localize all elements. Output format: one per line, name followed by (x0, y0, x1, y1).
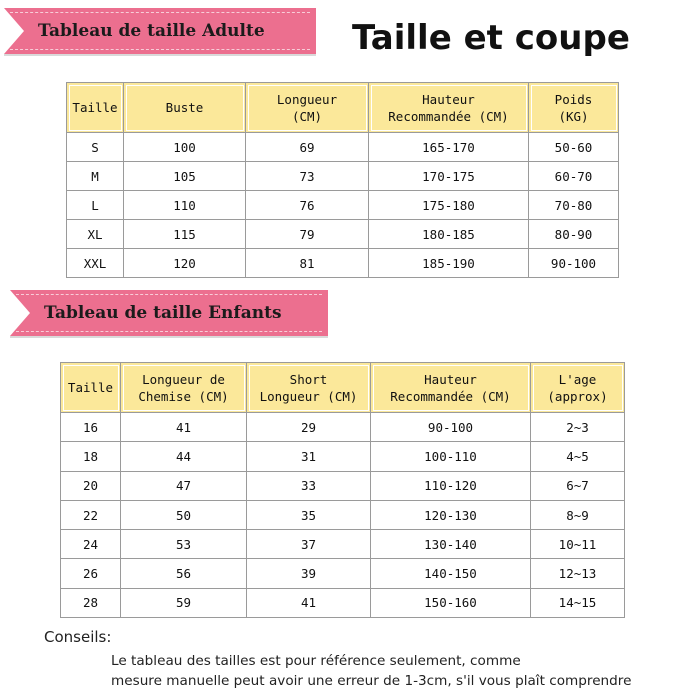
adult-cell: 69 (246, 133, 369, 162)
kids-cell: 20 (61, 471, 121, 500)
kids-header-text: Taille (67, 380, 114, 395)
kids-cell: 6~7 (531, 471, 625, 500)
adult-header-cell (529, 83, 619, 133)
kids-cell: 90-100 (371, 413, 531, 442)
kids-cell: 26 (61, 559, 121, 588)
adult-header-cell (124, 83, 246, 133)
banner-notch (4, 8, 24, 54)
adult-cell: 165-170 (369, 133, 529, 162)
kids-header-cell (247, 363, 371, 413)
adult-cell: 185-190 (369, 249, 529, 278)
adult-header-text: Buste (165, 100, 204, 115)
adult-cell: 70-80 (529, 191, 619, 220)
adult-cell: 100 (124, 133, 246, 162)
advice-line-2: mesure manuelle peut avoir une erreur de 1-3cm, s'il vous plaît comprendre (111, 673, 632, 689)
kids-cell: 35 (247, 500, 371, 529)
kids-cell: 47 (121, 471, 247, 500)
kids-cell: 12~13 (531, 559, 625, 588)
kids-cell: 44 (121, 442, 247, 471)
kids-cell: 8~9 (531, 500, 625, 529)
kids-cell: 120-130 (371, 500, 531, 529)
table-row (61, 588, 625, 617)
kids-cell: 37 (247, 530, 371, 559)
kids-header-text: Recommandée (CM) (390, 388, 511, 404)
adult-cell: M (67, 162, 124, 191)
adult-header-row (67, 83, 619, 133)
kids-header-text: Longueur (CM) (259, 388, 358, 404)
kids-cell: 4~5 (531, 442, 625, 471)
kids-cell: 28 (61, 588, 121, 617)
table-row (61, 530, 625, 559)
advice-heading: Conseils: (44, 628, 112, 646)
banner-notch (10, 290, 30, 336)
kids-header-text: Chemise (CM) (138, 388, 229, 404)
kids-cell: 50 (121, 500, 247, 529)
adult-header-text: (KG) (558, 108, 589, 124)
table-row (67, 162, 619, 191)
adult-banner (4, 8, 316, 54)
adult-cell: 80-90 (529, 220, 619, 249)
kids-body (61, 413, 625, 618)
kids-banner-label: Tableau de taille Enfants (44, 303, 282, 323)
kids-header-text: Hauteur (424, 371, 477, 387)
adult-cell: XL (67, 220, 124, 249)
kids-cell: 150-160 (371, 588, 531, 617)
kids-header-text: (approx) (547, 388, 608, 404)
advice-line-1: Le tableau des tailles est pour référence seulement, comme (111, 653, 521, 669)
kids-cell: 140-150 (371, 559, 531, 588)
kids-cell: 10~11 (531, 530, 625, 559)
adult-cell: 175-180 (369, 191, 529, 220)
adult-header-text: Poids (554, 91, 593, 107)
kids-header-cell (371, 363, 531, 413)
adult-header-text: Hauteur (422, 91, 475, 107)
adult-header-cell (67, 83, 124, 133)
kids-cell: 22 (61, 500, 121, 529)
adult-cell: 90-100 (529, 249, 619, 278)
kids-cell: 41 (121, 413, 247, 442)
adult-body (67, 133, 619, 278)
adult-size-table (66, 82, 619, 278)
adult-cell: 79 (246, 220, 369, 249)
kids-header-row (61, 363, 625, 413)
kids-cell: 39 (247, 559, 371, 588)
table-row (61, 500, 625, 529)
table-row (67, 249, 619, 278)
adult-cell: 73 (246, 162, 369, 191)
kids-cell: 14~15 (531, 588, 625, 617)
adult-header-cell (246, 83, 369, 133)
kids-header-text: L'age (558, 371, 597, 387)
table-row (67, 191, 619, 220)
adult-header-text: Longueur (276, 91, 338, 107)
kids-cell: 31 (247, 442, 371, 471)
kids-cell: 2~3 (531, 413, 625, 442)
kids-cell: 56 (121, 559, 247, 588)
advice-note (111, 651, 700, 691)
kids-header-text: Longueur de (142, 371, 225, 387)
kids-size-table (60, 362, 625, 618)
kids-header-text: Short (289, 371, 328, 387)
adult-header-text: (CM) (291, 108, 323, 124)
kids-header-cell (61, 363, 121, 413)
kids-cell: 29 (247, 413, 371, 442)
table-row (61, 471, 625, 500)
adult-cell: 180-185 (369, 220, 529, 249)
adult-cell: 81 (246, 249, 369, 278)
kids-cell: 130-140 (371, 530, 531, 559)
kids-cell: 24 (61, 530, 121, 559)
kids-cell: 100-110 (371, 442, 531, 471)
adult-header-cell (369, 83, 529, 133)
kids-header-cell (531, 363, 625, 413)
kids-cell: 53 (121, 530, 247, 559)
kids-cell: 59 (121, 588, 247, 617)
table-row (61, 442, 625, 471)
kids-cell: 110-120 (371, 471, 531, 500)
adult-cell: XXL (67, 249, 124, 278)
kids-cell: 33 (247, 471, 371, 500)
table-row (61, 559, 625, 588)
adult-cell: 115 (124, 220, 246, 249)
adult-cell: 50-60 (529, 133, 619, 162)
adult-cell: 60-70 (529, 162, 619, 191)
kids-cell: 18 (61, 442, 121, 471)
adult-cell: L (67, 191, 124, 220)
table-row (61, 413, 625, 442)
kids-banner (10, 290, 328, 336)
adult-cell: S (67, 133, 124, 162)
kids-cell: 16 (61, 413, 121, 442)
adult-header-text: Taille (72, 100, 118, 115)
adult-banner-label: Tableau de taille Adulte (38, 21, 265, 41)
adult-cell: 105 (124, 162, 246, 191)
kids-cell: 41 (247, 588, 371, 617)
adult-cell: 110 (124, 191, 246, 220)
adult-cell: 76 (246, 191, 369, 220)
kids-header-cell (121, 363, 247, 413)
table-row (67, 133, 619, 162)
page-title: Taille et coupe (352, 18, 630, 58)
adult-header-text: Recommandée (CM) (388, 108, 509, 124)
adult-cell: 170-175 (369, 162, 529, 191)
table-row (67, 220, 619, 249)
adult-cell: 120 (124, 249, 246, 278)
